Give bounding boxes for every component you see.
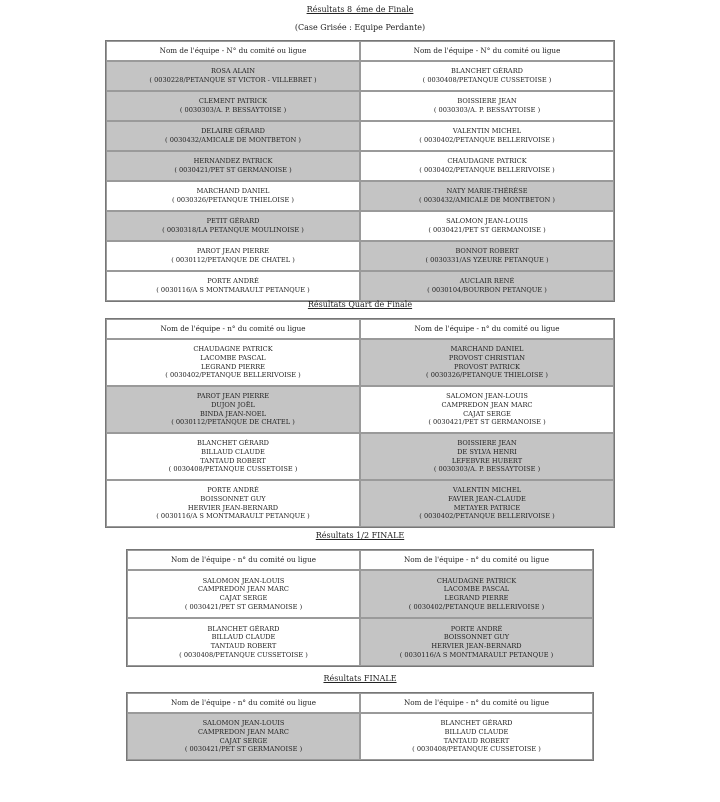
team-player: BOISSIERE JEAN — [457, 439, 517, 448]
match-row — [106, 241, 614, 271]
team-player: BOISSONNET GUY — [200, 494, 266, 503]
team-club: ( 0030432/AMICALE DE MONTBETON ) — [419, 196, 555, 204]
team-club: ( 0030318/LA PETANQUE MOULINOISE ) — [162, 226, 304, 234]
losing-team-cell — [360, 181, 614, 211]
losing-team-cell — [360, 433, 614, 480]
team-player: TANTAUD ROBERT — [200, 456, 266, 465]
team-player: HERNANDEZ PATRICK — [193, 157, 273, 166]
team-player: CAJAT SERGE — [219, 736, 268, 745]
team-club: ( 0030421/PET ST GERMANOISE ) — [184, 602, 303, 611]
match-row — [127, 713, 593, 760]
winning-team-cell — [127, 570, 360, 618]
quarter-final-title: Résultats Quart de Finale — [307, 300, 413, 309]
eighth-final-legend: (Case Grisée : Equipe Perdante) — [294, 23, 426, 32]
match-row — [106, 211, 614, 241]
losing-team-cell — [106, 121, 360, 151]
team-player: NATY MARIE-THÉRÈSE — [446, 187, 528, 196]
team-player: SALOMON JEAN-LOUIS — [202, 576, 285, 585]
winning-team-cell — [106, 241, 360, 271]
team-player: BINDA JEAN-NOEL — [200, 409, 266, 418]
winning-team-cell — [106, 271, 360, 301]
team-player: DELAIRE GÉRARD — [201, 127, 265, 136]
team-player: VALENTIN MICHEL — [452, 486, 522, 495]
match-row — [106, 480, 614, 527]
team-player: LEGRAND PIERRE — [201, 362, 265, 371]
team-player: SALOMON JEAN-LOUIS — [446, 217, 528, 226]
team-player: PAROT JEAN PIERRE — [196, 392, 270, 401]
team-player: MARCHAND DANIEL — [450, 345, 524, 354]
team-player: VALENTIN MICHEL — [452, 127, 522, 136]
column-header: Nom de l'équipe - n° du comité ou ligue — [360, 319, 614, 339]
losing-team-cell — [360, 480, 614, 527]
team-player: HERVIER JEAN-BERNARD — [187, 503, 279, 512]
team-club: ( 0030116/A S MONTMARAULT PETANQUE ) — [156, 286, 310, 294]
match-row — [106, 271, 614, 301]
losing-team-cell — [106, 91, 360, 121]
team-player: LEFEBVRE HUBERT — [451, 456, 523, 465]
column-header: Nom de l'équipe - n° du comité ou ligue — [127, 550, 360, 570]
team-player: LACOMBE PASCAL — [443, 585, 510, 594]
team-player: PORTE ANDRÉ — [207, 277, 259, 286]
match-row — [106, 386, 614, 433]
match-row — [106, 339, 614, 386]
team-player: CAMPREDON JEAN MARC — [441, 400, 533, 409]
losing-team-cell — [360, 339, 614, 386]
winning-team-cell — [360, 386, 614, 433]
team-club: ( 0030402/PETANQUE BELLERIVOISE ) — [408, 602, 545, 611]
team-player: MARCHAND DANIEL — [196, 187, 270, 196]
team-club: ( 0030421/PET ST GERMANOISE ) — [184, 745, 303, 754]
column-header: Nom de l'équipe - n° du comité ou ligue — [127, 693, 360, 713]
match-row — [127, 570, 593, 618]
team-player: PORTE ANDRÉ — [450, 624, 503, 633]
team-club: ( 0030303/A. P. BESSAYTOISE ) — [433, 106, 541, 114]
team-player: ROSA ALAIN — [210, 67, 256, 76]
team-club: ( 0030432/AMICALE DE MONTBETON ) — [165, 136, 301, 144]
team-player: HERVIER JEAN-BERNARD — [431, 642, 522, 650]
winning-team-cell — [360, 211, 614, 241]
team-player: BLANCHET GÉRARD — [207, 624, 280, 633]
winning-team-cell — [360, 151, 614, 181]
winning-team-cell — [106, 339, 360, 386]
quarter-final-table — [105, 318, 615, 528]
team-player: AUCLAIR RENÉ — [459, 277, 515, 286]
team-player: PETIT GÉRARD — [206, 217, 260, 226]
winning-team-cell — [106, 480, 360, 527]
match-row — [106, 121, 614, 151]
header-row — [127, 693, 593, 713]
team-club: ( 0030408/PETANQUE CUSSETOISE ) — [179, 650, 308, 659]
header-row — [127, 550, 593, 570]
team-player: BONNOT ROBERT — [455, 247, 519, 256]
eighth-final-title: Résultats 8_éme de Finale — [306, 5, 414, 14]
team-player: TANTAUD ROBERT — [443, 736, 510, 745]
winning-team-cell — [106, 181, 360, 211]
semi-final-title: Résultats 1/2 FINALE — [315, 531, 405, 540]
team-player: CAMPREDON JEAN MARC — [198, 727, 289, 736]
team-club: ( 0030408/PETANQUE CUSSETOISE ) — [422, 76, 552, 84]
team-player: BLANCHET GÉRARD — [451, 67, 523, 76]
team-player: SALOMON JEAN-LOUIS — [446, 392, 528, 401]
team-club: ( 0030421/PET ST GERMANOISE ) — [428, 226, 546, 234]
team-club: ( 0030116/A S MONTMARAULT PETANQUE ) — [399, 650, 554, 659]
team-player: METAYER PATRICE — [453, 503, 521, 512]
team-player: CLEMENT PATRICK — [198, 97, 268, 106]
match-row — [106, 91, 614, 121]
team-player: FAVIER JEAN-CLAUDE — [448, 494, 526, 503]
team-club: ( 0030326/PETANQUE THIELOISE ) — [172, 196, 294, 204]
team-player: BILLAUD CLAUDE — [201, 447, 265, 456]
team-club: ( 0030112/PETANQUE DE CHATEL ) — [171, 256, 295, 264]
team-player: BLANCHET GÉRARD — [440, 719, 513, 728]
losing-team-cell — [106, 386, 360, 433]
losing-team-cell — [360, 618, 593, 666]
team-club: ( 0030331/AS YZEURE PETANQUE ) — [425, 256, 549, 264]
team-player: BILLAUD CLAUDE — [211, 633, 276, 642]
semi-final-table — [126, 549, 594, 667]
losing-team-cell — [127, 713, 360, 760]
team-club: ( 0030116/A S MONTMARAULT PETANQUE ) — [156, 512, 310, 521]
losing-team-cell — [106, 61, 360, 91]
eighth-final-table — [105, 40, 615, 302]
team-player: PROVOST CHRISTIAN — [448, 353, 526, 362]
team-club: ( 0030408/PETANQUE CUSSETOISE ) — [168, 465, 298, 474]
final-table — [126, 692, 594, 761]
winning-team-cell — [127, 618, 360, 666]
team-club: ( 0030402/PETANQUE BELLERIVOISE ) — [165, 371, 301, 380]
losing-team-cell — [106, 151, 360, 181]
team-player: TANTAUD ROBERT — [210, 642, 277, 650]
team-club: ( 0030421/PET ST GERMANOISE ) — [428, 418, 546, 427]
team-player: DUJON JOËL — [211, 400, 255, 409]
team-player: SALOMON JEAN-LOUIS — [202, 719, 285, 728]
winning-team-cell — [360, 121, 614, 151]
team-player: CAJAT SERGE — [463, 409, 511, 418]
column-header: Nom de l'équipe - N° du comité ou ligue — [360, 41, 614, 61]
team-player: CAJAT SERGE — [219, 594, 268, 602]
column-header: Nom de l'équipe - n° du comité ou ligue — [106, 319, 360, 339]
team-player: CHAUDAGNE PATRICK — [447, 157, 527, 166]
team-player: PAROT JEAN PIERRE — [196, 247, 270, 256]
team-club: ( 0030303/A. P. BESSAYTOISE ) — [179, 106, 287, 114]
column-header: Nom de l'équipe - n° du comité ou ligue — [360, 550, 593, 570]
losing-team-cell — [360, 271, 614, 301]
final-title: Résultats FINALE — [323, 674, 397, 683]
team-club: ( 0030104/BOURBON PETANQUE ) — [427, 286, 547, 294]
team-player: LEGRAND PIERRE — [444, 594, 509, 602]
losing-team-cell — [360, 570, 593, 618]
match-row — [106, 61, 614, 91]
column-header: Nom de l'équipe - n° du comité ou ligue — [360, 693, 593, 713]
team-player: PORTE ANDRÉ — [207, 486, 259, 495]
team-club: ( 0030326/PETANQUE THIELOISE ) — [426, 371, 548, 380]
column-header: Nom de l'équipe - N° du comité ou ligue — [106, 41, 360, 61]
team-player: BLANCHET GÉRARD — [197, 439, 269, 448]
team-player: PROVOST PATRICK — [454, 362, 520, 371]
team-club: ( 0030402/PETANQUE BELLERIVOISE ) — [419, 512, 555, 521]
team-player: BILLAUD CLAUDE — [444, 727, 509, 736]
match-row — [127, 618, 593, 666]
team-player: BOISSONNET GUY — [443, 633, 510, 642]
header-row — [106, 319, 614, 339]
team-player: CHAUDAGNE PATRICK — [193, 345, 273, 354]
team-club: ( 0030228/PETANQUE ST VICTOR - VILLEBRET ) — [149, 76, 317, 84]
match-row — [106, 433, 614, 480]
team-club: ( 0030402/PETANQUE BELLERIVOISE ) — [419, 136, 555, 144]
team-club: ( 0030421/PET ST GERMANOISE ) — [174, 166, 292, 174]
team-player: BOISSIERE JEAN — [457, 97, 517, 106]
winning-team-cell — [106, 433, 360, 480]
winning-team-cell — [360, 91, 614, 121]
match-row — [106, 181, 614, 211]
team-club: ( 0030303/A. P. BESSAYTOISE ) — [433, 465, 541, 474]
team-club: ( 0030112/PETANQUE DE CHATEL ) — [171, 418, 295, 427]
team-player: CHAUDAGNE PATRICK — [436, 576, 517, 585]
team-player: LACOMBE PASCAL — [200, 353, 266, 362]
header-row — [106, 41, 614, 61]
losing-team-cell — [360, 241, 614, 271]
team-club: ( 0030402/PETANQUE BELLERIVOISE ) — [419, 166, 555, 174]
match-row — [106, 151, 614, 181]
team-player: DE SYLVA HENRI — [457, 447, 517, 456]
winning-team-cell — [360, 713, 593, 760]
winning-team-cell — [360, 61, 614, 91]
team-club: ( 0030408/PETANQUE CUSSETOISE ) — [412, 745, 541, 754]
team-player: CAMPREDON JEAN MARC — [198, 585, 289, 594]
losing-team-cell — [106, 211, 360, 241]
